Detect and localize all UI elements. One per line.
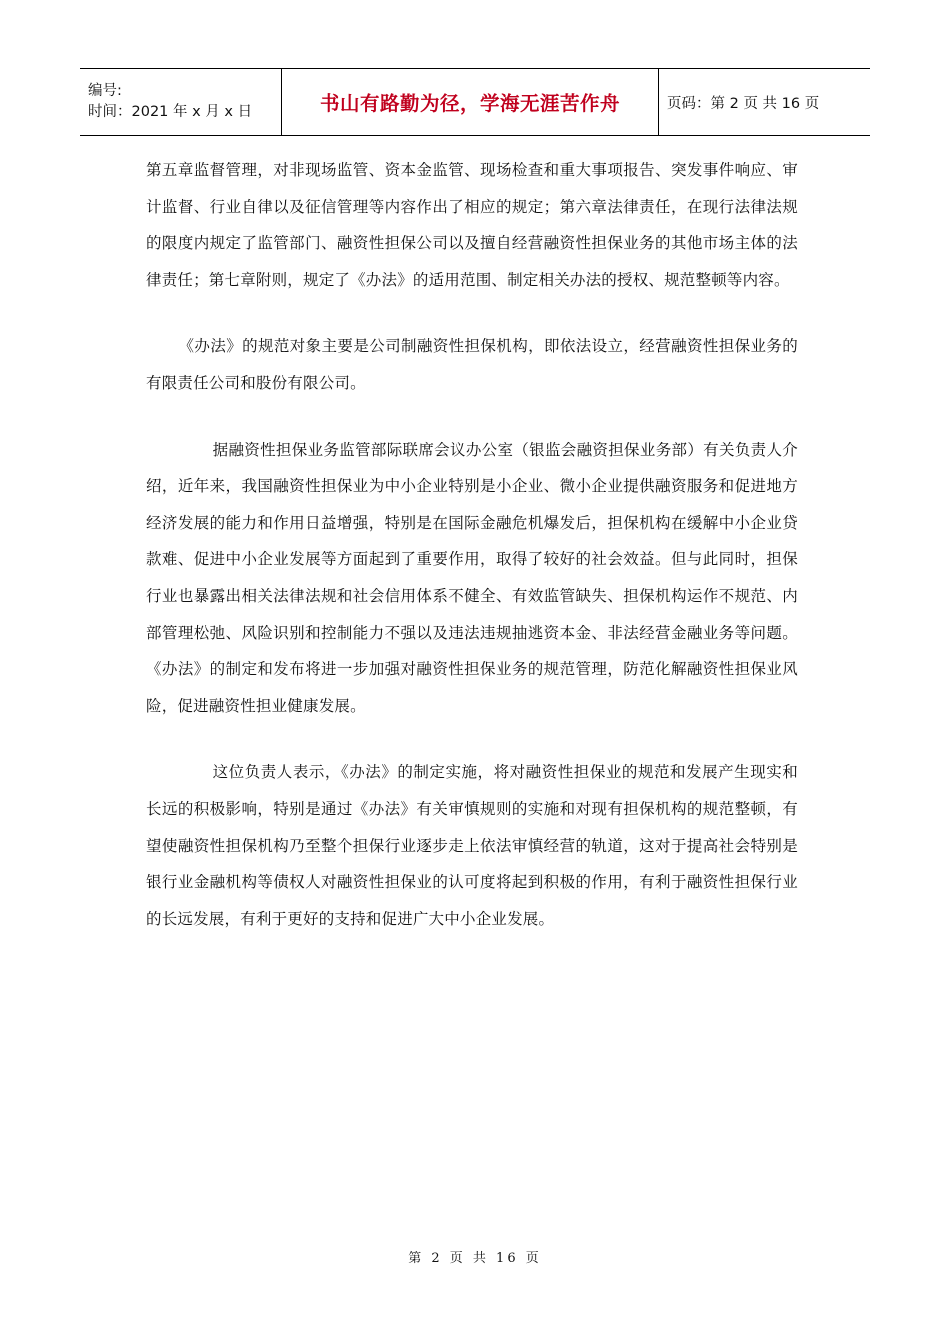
paragraph: 《办法》的规范对象主要是公司制融资性担保机构，即依法设立，经营融资性担保业务的有限责任公司和股份有限公司。 [146,337,798,392]
header-motto: 书山有路勤为径，学海无涯苦作舟 [282,69,659,135]
document-body [146,152,798,967]
paragraph: 据融资性担保业务监管部际联席会议办公室（银监会融资担保业务部）有关负责人介绍，近年来，我国融资性担保业为中小企业特别是小企业、微小企业提供融资服务和促进地方经济发展的能力和作用日益增强，特别是在国际金融危机爆发后，担保机构在缓解中小企业贷款难、促进中小企业发展等方面起到了重要作用，取得了较好的社会效益。但与此同时，担保行业也暴露出相关法律法规和社会信用体系不健全、有效监管缺失、担保机构运作不规范、内部管理松弛、风险识别和控制能力不强以及违法违规抽逃资本金、非法经营金融业务等问题。《办法》的制定和发布将进一步加强对融资性担保业务的规范管理，防范化解融资性担保业风险，促进融资性担业健康发展。 [146,440,798,715]
paragraph: 这位负责人表示，《办法》的制定实施，将对融资性担保业的规范和发展产生现实和长远的积极影响，特别是通过《办法》有关审慎规则的实施和对现有担保机构的规范整顿，有望使融资性担保机构乃至整个担保行业逐步走上依法审慎经营的轨道，这对于提高社会特别是银行业金融机构等债权人对融资性担保业的认可度将起到积极的作用，有利于融资性担保行业的长远发展，有利于更好的支持和促进广大中小企业发展。 [146,763,798,928]
page-header [80,68,870,136]
paragraph: 第五章监督管理，对非现场监管、资本金监管、现场检查和重大事项报告、突发事件响应、审计监督、行业自律以及征信管理等内容作出了相应的规定；第六章法律责任，在现行法律法规的限度内规定了监管部门、融资性担保公司以及擅自经营融资性担保业务的其他市场主体的法律责任；第七章附则，规定了《办法》的适用范围、制定相关办法的授权、规范整顿等内容。 [146,161,798,289]
time-label: 时间：2021 年 x 月 x 日 [88,104,253,120]
page-footer: 第 2 页 共 16 页 [408,1251,542,1266]
header-meta-cell [80,69,282,135]
header-page-label: 页码：第 2 页 共 16 页 [667,95,820,112]
code-label: 编号: [88,83,122,99]
